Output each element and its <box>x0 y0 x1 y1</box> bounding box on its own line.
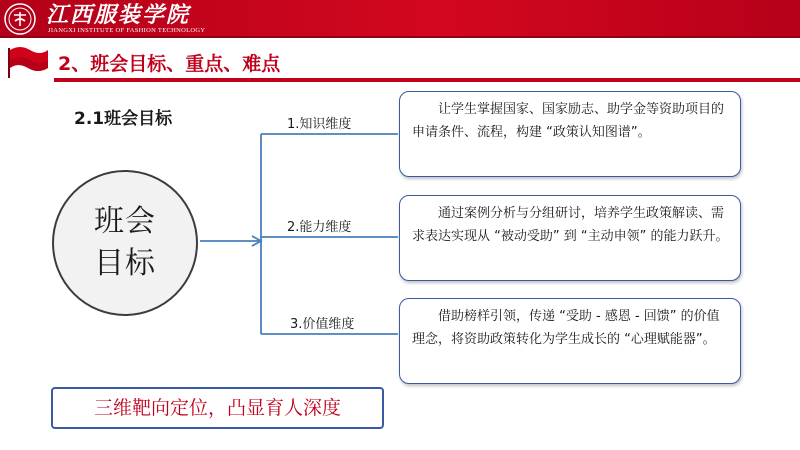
dimension-label-value: 3.价值维度 <box>290 317 355 332</box>
slogan-box: 三维靶向定位，凸显育人深度 <box>51 387 384 429</box>
goal-circle-line2: 目标 <box>94 246 156 281</box>
dimension-box-value: 借助榜样引领，传递 “受助 - 感恩 - 回馈” 的价值理念，将资助政策转化为学生成长的 “心理赋能器”。 <box>399 298 741 384</box>
dimension-label-ability: 2.能力维度 <box>287 220 352 235</box>
goal-circle-line1: 班会 <box>94 204 156 239</box>
dimension-box-ability: 通过案例分析与分组研讨，培养学生政策解读、需求表达实现从 “被动受助” 到 “主动申领” 的能力跃升。 <box>399 195 741 281</box>
goal-circle <box>52 170 198 316</box>
school-name-en: JIANGXI INSTITUTE OF FASHION TECHNOLOGY <box>48 27 206 34</box>
section-title: 2、班会目标、重点、难点 <box>58 53 281 75</box>
dimension-label-knowledge: 1.知识维度 <box>287 117 352 132</box>
subsection-title: 2.1班会目标 <box>74 109 173 129</box>
dimension-box-knowledge: 让学生掌握国家、国家励志、助学金等资助项目的申请条件、流程，构建 “政策认知图谱”。 <box>399 91 741 177</box>
school-name: 江西服装学院 <box>46 2 191 28</box>
